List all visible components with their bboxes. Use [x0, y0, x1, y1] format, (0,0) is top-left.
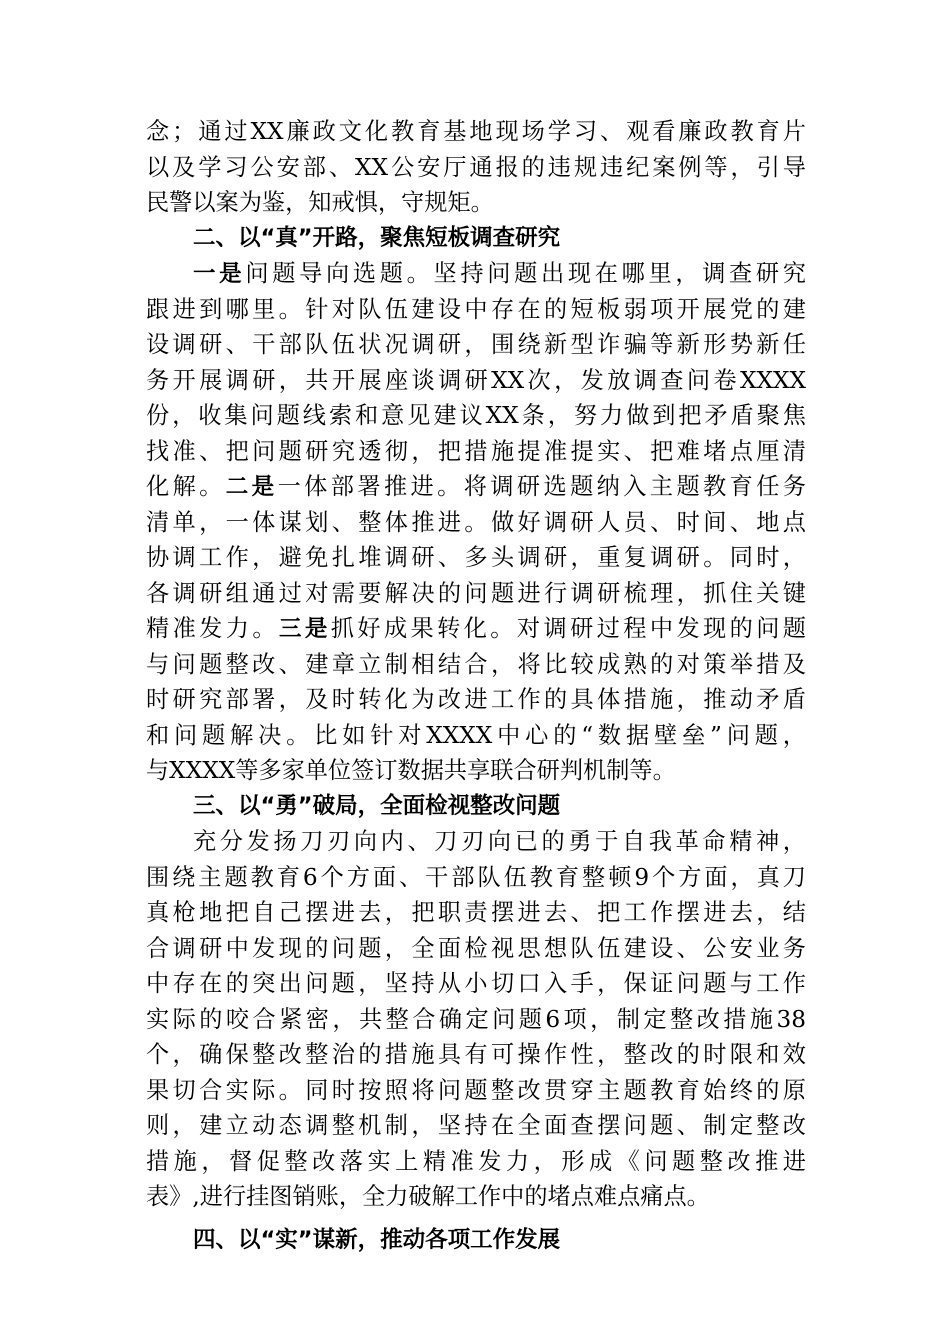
text-line: 份，收集问题线索和意见建议XX条，努力做到把矛盾聚焦: [146, 402, 806, 429]
text-line: 念；通过XX廉政文化教育基地现场学习、观看廉政教育片: [146, 118, 806, 145]
text-span: 抓好成果转化。对调研过程中发现的问题: [330, 615, 806, 642]
text-line: 和问题解决。比如针对XXXX中心的“数据壁垒”问题，: [146, 721, 806, 749]
text-line: [146, 611, 806, 647]
text-line: 各调研组通过对需要解决的问题进行调研梳理，抓住关键: [146, 579, 806, 607]
text-line: 个，确保整改整治的措施具有可操作性，整改的时限和效: [146, 1041, 806, 1068]
text-line: 以及学习公安部、XX公安厅通报的违规违纪案例等，引导: [146, 153, 806, 181]
text-line: 设调研、干部队伍状况调研，围绕新型诈骗等新形势新任: [146, 331, 806, 358]
text-line: 与XXXX等多家单位签订数据共享联合研判机制等。: [146, 757, 676, 784]
text-line: 合调研中发现的问题，全面检视思想队伍建设、公安业务: [146, 934, 806, 962]
text-line: 找准、把问题研究透彻，把措施提准提实、把难堵点厘清: [146, 437, 806, 465]
text-line: 则，建立动态调整机制，坚持在全面查摆问题、制定整改: [146, 1112, 806, 1139]
text-span: 问题导向选题。坚持问题出现在哪里，调查研究: [245, 260, 806, 287]
text-line: 措施，督促整改落实上精准发力，形成《问题整改推进: [146, 1147, 806, 1175]
emphasis-third: 三是: [278, 616, 331, 642]
text-line: 清单，一体谋划、整体推进。做好调研人员、时间、地点: [146, 508, 806, 536]
text-line: [146, 469, 806, 505]
paragraph-section-2: [146, 256, 806, 789]
text-span: 化解。: [146, 473, 226, 500]
text-line: 实际的咬合紧密，共整合确定问题6项，制定整改措施38: [146, 1005, 806, 1033]
text-line: 围绕主题教育6个方面、干部队伍教育整顿9个方面，真刀: [146, 863, 806, 891]
text-line: 表》,进行挂图销账，全力破解工作中的堵点难点痛点。: [146, 1183, 710, 1210]
text-line: 与问题整改、建章立制相结合，将比较成熟的对策举措及: [146, 650, 806, 678]
text-line: 充分发扬刀刃向内、刀刃向已的勇于自我革命精神，: [193, 828, 806, 855]
text-line: 果切合实际。同时按照将问题整改贯穿主题教育始终的原: [146, 1076, 806, 1104]
text-line: 民警以案为鉴，知戒惧，守规矩。: [146, 189, 494, 216]
section-heading-4: 四、以“实”谋新，推动各项工作发展: [193, 1226, 561, 1253]
text-line: 中存在的突出问题，坚持从小切口入手，保证问题与工作: [146, 970, 806, 997]
paragraph-section-3: [146, 824, 806, 1215]
text-span: 一体部署推进。将调研选题纳入主题教育任务: [277, 473, 806, 500]
text-line: 时研究部署，及时转化为改进工作的具体措施，推动矛盾: [146, 686, 806, 713]
section-heading-2: 二、以“真”开路，聚焦短板调查研究: [193, 224, 561, 251]
emphasis-second: 二是: [225, 474, 278, 500]
document-page: [146, 114, 806, 1258]
text-line: 真枪地把自己摆进去，把职责摆进去、把工作摆进去，结: [146, 899, 806, 926]
section-heading-3: 三、以“勇”破局，全面检视整改问题: [193, 792, 561, 819]
text-line: 务开展调研，共开展座谈调研XX次，发放调查问卷XXXX: [146, 366, 806, 394]
emphasis-first: 一是: [193, 261, 246, 287]
text-line: 跟进到哪里。针对队伍建设中存在的短板弱项开展党的建: [146, 295, 806, 323]
text-line: [146, 256, 806, 292]
text-line: 协调工作，避免扎堆调研、多头调研，重复调研。同时，: [146, 544, 806, 571]
text-span: 精准发力。: [146, 615, 279, 642]
paragraph-intro-continuation: [146, 114, 806, 221]
